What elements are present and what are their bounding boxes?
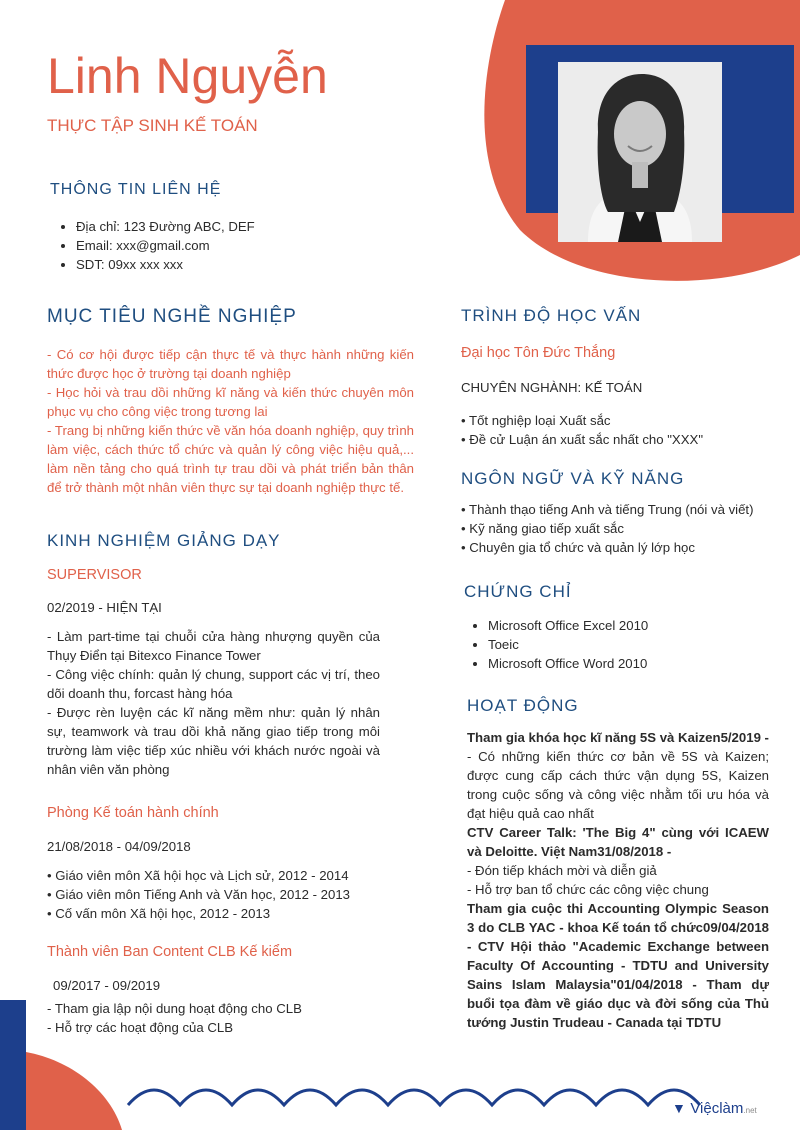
contact-list — [58, 217, 255, 274]
job-2-lines — [47, 866, 350, 923]
watermark-suffix: .net — [743, 1106, 757, 1115]
watermark — [672, 1100, 757, 1118]
contact-email: • Email: xxx@gmail.com — [76, 236, 255, 255]
education-school: Đại học Tôn Đức Thắng — [461, 345, 616, 361]
activity-2-desc: - Đón tiếp khách mời và diễn giả - Hỗ trợ ban tổ chức các công việc chung — [467, 863, 709, 897]
job-1-period: 02/2019 - HIỆN TẠI — [47, 600, 162, 615]
activity-1-desc: - Có những kiến thức cơ bản về 5S và Kaizen; được cung cấp cách thức vận dụng 5S, Kaizen trong cuộc sống và công việc nhằm tối ưu hóa và đạt hiệu quả cao nhất — [467, 749, 769, 821]
profile-photo — [558, 62, 722, 242]
job-2-position: Phòng Kế toán hành chính — [47, 805, 219, 821]
activities-body — [467, 728, 769, 1032]
certificate-item: • Microsoft Office Excel 2010 — [488, 616, 648, 635]
job-3-period: 09/2017 - 09/2019 — [53, 978, 161, 993]
corner-orange — [26, 1052, 122, 1130]
certificates-heading: CHỨNG CHỈ — [464, 582, 572, 601]
left-navy-bar — [0, 1000, 26, 1130]
certificates-list — [470, 616, 648, 673]
education-heading: TRÌNH ĐỘ HỌC VẤN — [461, 306, 642, 325]
contact-address: • Địa chỉ: 123 Đường ABC, DEF — [76, 217, 255, 236]
objective-heading: MỤC TIÊU NGHỀ NGHIỆP — [47, 306, 297, 327]
job-3-position: Thành viên Ban Content CLB Kế kiểm — [47, 944, 293, 960]
education-major: CHUYÊN NGHÀNH: KẾ TOÁN — [461, 380, 643, 395]
objective-text: - Có cơ hội được tiếp cận thực tế và thực hành những kiến thức được học ở trường tại doanh nghiệp - Học hỏi và trau dồi những kĩ năng và kiến thức chuyên môn phục vụ cho công việc trong tương lai - Trang bị những kiến thức về văn hóa doanh nghiệp, quy trình làm việc, cách thức tổ chức và quản lý công việc hiệu quả,... làm nền tảng cho quá trình tự trau dồi và phát triển bản thân để trở thành một nhân viên thực sự tại doanh nghiệp thực tế. — [47, 347, 414, 495]
skill-line: • Chuyên gia tổ chức và quản lý lớp học — [461, 540, 695, 555]
certificate-item: • Microsoft Office Word 2010 — [488, 654, 648, 673]
job-1-description: - Làm part-time tại chuỗi cửa hàng nhượng quyền của Thụy Điển tại Bitexco Finance Tower - Công việc chính: quản lý chung, support các vị trí, theo dõi doanh thu, forcast hàng hóa - Được rèn luyện các kĩ năng mềm như: quản lý nhân sự, teamwork và trau dồi khả năng giao tiếp trong môi trường làm việc tiếp xúc nhiều với khách nước ngoài và nhân viên văn phòng — [47, 629, 380, 777]
education-lines — [461, 411, 703, 449]
education-line: • Tốt nghiệp loại Xuất sắc — [461, 413, 611, 428]
skills-heading: NGÔN NGỮ VÀ KỸ NĂNG — [461, 469, 685, 488]
experience-heading: KINH NGHIỆM GIẢNG DẠY — [47, 531, 281, 550]
activities-heading: HOẠT ĐỘNG — [467, 696, 579, 715]
watermark-logo-icon: ▼ — [672, 1100, 686, 1116]
watermark-brand: Việclàm — [690, 1100, 744, 1117]
contact-heading: THÔNG TIN LIÊN HỆ — [50, 181, 222, 198]
candidate-name: Linh Nguyễn — [47, 48, 328, 104]
skills-lines — [461, 500, 754, 557]
activity-3-title: Tham gia cuộc thi Accounting Olympic Season 3 do CLB YAC - khoa Kế toán tổ chức09/04/2018 - CTV Hội thảo "Academic Exchange between Faculty Of Accounting - TDTU and University Sains Islam Malaysia"01/04/2018 - Tham dự buổi tọa đàm về giáo dục và đời sống của Thủ tướng Justin Trudeau - Canada tại TDTU — [467, 901, 769, 1030]
job-2-period: 21/08/2018 - 04/09/2018 — [47, 839, 191, 854]
skill-line: • Kỹ năng giao tiếp xuất sắc — [461, 521, 624, 536]
job-2-line: • Giáo viên môn Xã hội học và Lịch sử, 2012 - 2014 — [47, 868, 349, 883]
education-line: • Đề cử Luận án xuất sắc nhất cho "XXX" — [461, 432, 704, 447]
contact-phone: • SDT: 09xx xxx xxx — [76, 255, 255, 274]
job-3-line: - Tham gia lập nội dung hoạt động cho CLB — [47, 1001, 302, 1016]
skill-line: • Thành thạo tiếng Anh và tiếng Trung (nói và viết) — [461, 502, 754, 517]
job-2-line: • Giáo viên môn Tiếng Anh và Văn học, 2012 - 2013 — [47, 887, 351, 902]
job-3-lines — [47, 999, 302, 1037]
wave-border — [128, 1090, 700, 1105]
certificate-item: • Toeic — [488, 635, 648, 654]
job-1-position: SUPERVISOR — [47, 567, 142, 583]
activity-2-title: CTV Career Talk: 'The Big 4" cùng với ICAEW và Deloitte. Việt Nam31/08/2018 - — [467, 825, 769, 859]
job-3-line: - Hỗ trợ các hoạt động của CLB — [47, 1020, 234, 1035]
candidate-role: THỰC TẬP SINH KẾ TOÁN — [47, 116, 258, 135]
activity-1-title: Tham gia khóa học kĩ năng 5S và Kaizen5/2019 - — [467, 730, 769, 745]
job-2-line: • Cố vấn môn Xã hội học, 2012 - 2013 — [47, 906, 271, 921]
